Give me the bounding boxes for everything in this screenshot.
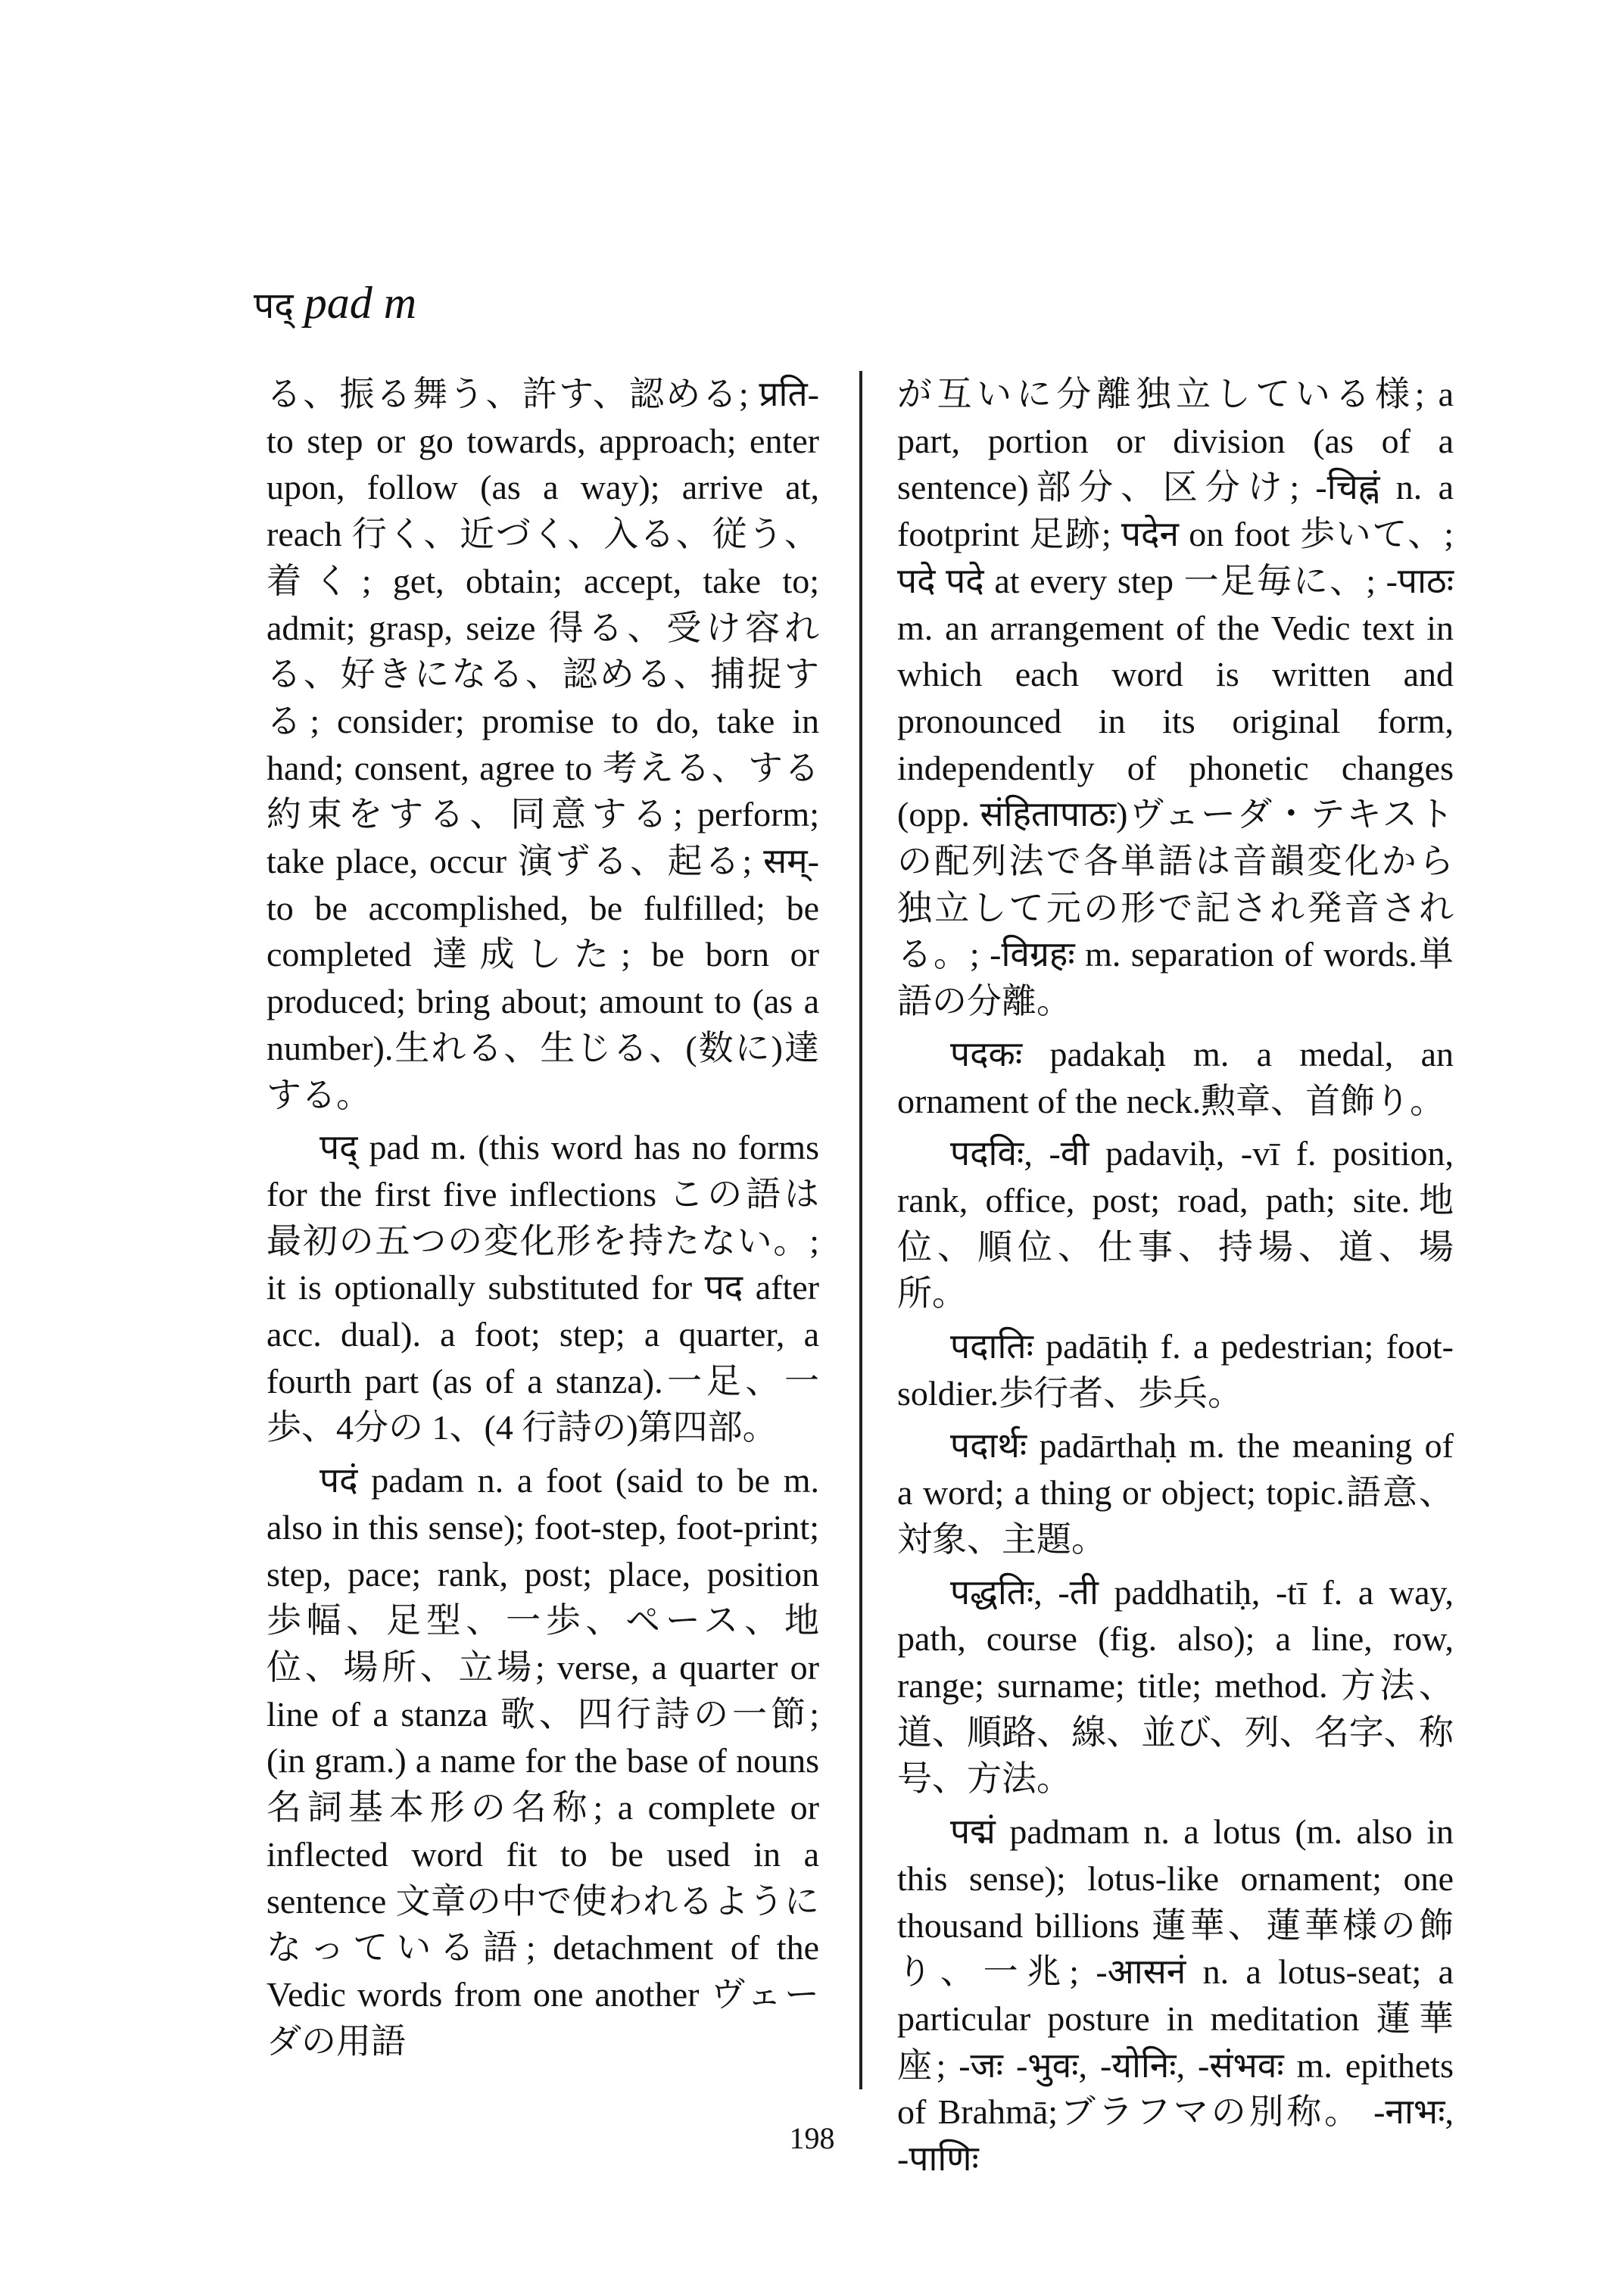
entry-paragraph: が互いに分離独立している様; a part, portion or division (as of a sentence)部分、区分け; -चिह्नं n. a footprint 足跡; पदेन on foot 歩いて、; पदे पदे at every step 一足毎に、; -पाठः m. an arrangement of the Vedic text in which each word is written and pronounced in its original form, independently of phonetic changes (opp. संहितापाठः)ヴェーダ・テキストの配列法で各単語は音韻変化から独立して元の形で記され発音される。; -विग्रहः m. separation of words.単語の分離。 xyxy=(897,375,1454,1021)
entry-paragraph: पद्मं padmam n. a lotus (m. also in this sense); lotus-like ornament; one thousand billions 蓮華、蓮華様の飾り、一兆; -आसनं n. a lotus-seat; a particular posture in meditation 蓮華座; -जः -भुवः, -योनिः, -संभवः m. epithets of Brahmā;ブラフマの別称。 -नाभः, -पाणिः xyxy=(897,1812,1454,2179)
header-headword-latin: pad m xyxy=(304,278,417,328)
entry-paragraph: る、振る舞う、許す、認める; प्रति- to step or go towards, approach; enter upon, follow (as a way); arrive at, reach 行く、近づく、入る、従う、着く; get, obtain; accept, take to; admit; grasp, seize 得る、受け容れる、好きになる、認める、捕捉する; consider; promise to do, take in hand; consent, agree to 考える、する約束をする、同意する; perform; take place, occur 演ずる、起る; सम्- to be accomplished, be fulfilled; be completed 達成した; be born or produced; bring about; amount to (as a number).生れる、生じる、(数に)達する。 xyxy=(267,375,819,1114)
entry-paragraph: पदकः padakaḥ m. a medal, an ornament of the neck.勲章、首飾り。 xyxy=(897,1034,1454,1120)
page-number: 198 xyxy=(789,2121,835,2155)
entry-paragraph: पदार्थः padārthaḥ m. the meaning of a word; a thing or object; topic.語意、対象、主題。 xyxy=(897,1426,1454,1559)
entry-paragraph: पदातिः padātiḥ f. a pedestrian; foot-soldier.歩行者、歩兵。 xyxy=(897,1327,1454,1413)
entry-paragraph: पद् pad m. (this word has no forms for the first five inflections この語は最初の五つの変化形を持たない。; it is optionally substituted for पद after acc. dual). a foot; step; a quarter, a fourth part (as of a stanza).一足、一歩、4分の 1、(4 行詩の)第四部。 xyxy=(267,1128,819,1447)
left-column xyxy=(267,371,819,2096)
right-column xyxy=(897,371,1454,2179)
entry-paragraph: पदविः, -वी padaviḥ, -vī f. position, rank, office, post; road, path; site.地位、順位、仕事、持場、道、場所。 xyxy=(897,1134,1454,1313)
column-divider xyxy=(859,371,862,2089)
page-header xyxy=(254,273,416,336)
header-headword-devanagari: पद् xyxy=(254,285,294,327)
entry-paragraph: पदं padam n. a foot (said to be m. also in this sense); foot-step, foot-print; step, pace; rank, post; place, position 歩幅、足型、一歩、ペース、地位、場所、立場; verse, a quarter or line of a stanza 歌、四行詩の一節; (in gram.) a name for the base of nouns 名詞基本形の名称; a complete or inflected word fit to be used in a sentence 文章の中で使われるようになっている語; detachment of the Vedic words from one another ヴェーダの用語 xyxy=(267,1461,819,2061)
entry-paragraph: पद्धतिः, -ती paddhatiḥ, -tī f. a way, path, course (fig. also); a line, row, range; surname; title; method. 方法、道、順路、線、並び、列、名字、称号、方法。 xyxy=(897,1572,1454,1799)
